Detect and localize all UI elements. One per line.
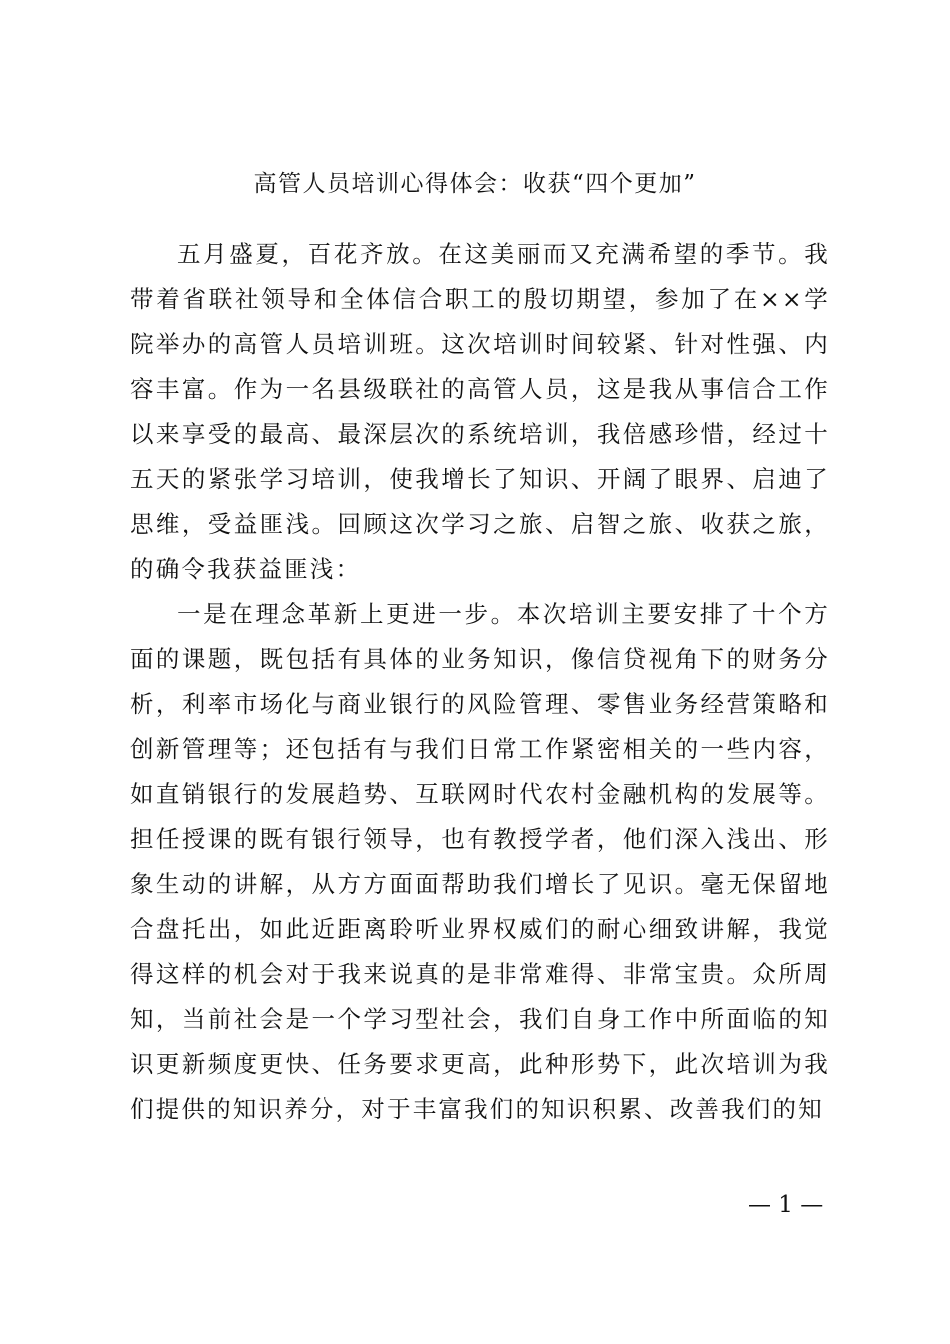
paragraph-intro: 五月盛夏，百花齐放。在这美丽而又充满希望的季节。我带着省联社领导和全体信合职工的殷切期望，参加了在××学院举办的高管人员培训班。这次培训时间较紧、针对性强、内容丰富。作为一名县级联社的高管人员，这是我从事信合工作以来享受的最高、最深层次的系统培训，我倍感珍惜，经过十五天的紧张学习培训，使我增长了知识、开阔了眼界、启迪了思维，受益匪浅。回顾这次学习之旅、启智之旅、收获之旅，的确令我获益匪浅： — [130, 240, 830, 583]
document-title: 高管人员培训心得体会：收获“四个更加” — [253, 171, 697, 197]
document-body — [130, 232, 830, 1132]
page-number: — 1 — — [748, 1192, 824, 1218]
paragraph-first-point: 一是在理念革新上更进一步。本次培训主要安排了十个方面的课题，既包括有具体的业务知识，像信贷视角下的财务分析，利率市场化与商业银行的风险管理、零售业务经营策略和创新管理等；还包括有与我们日常工作紧密相关的一些内容，如直销银行的发展趋势、互联网时代农村金融机构的发展等。担任授课的既有银行领导，也有教授学者，他们深入浅出、形象生动的讲解，从方方面面帮助我们增长了见识。毫无保留地合盘托出，如此近距离聆听业界权威们的耐心细致讲解，我觉得这样的机会对于我来说真的是非常难得、非常宝贵。众所周知，当前社会是一个学习型社会，我们自身工作中所面临的知识更新频度更快、任务要求更高，此种形势下，此次培训为我们提供的知识养分，对于丰富我们的知识积累、改善我们的知 — [130, 600, 830, 1123]
